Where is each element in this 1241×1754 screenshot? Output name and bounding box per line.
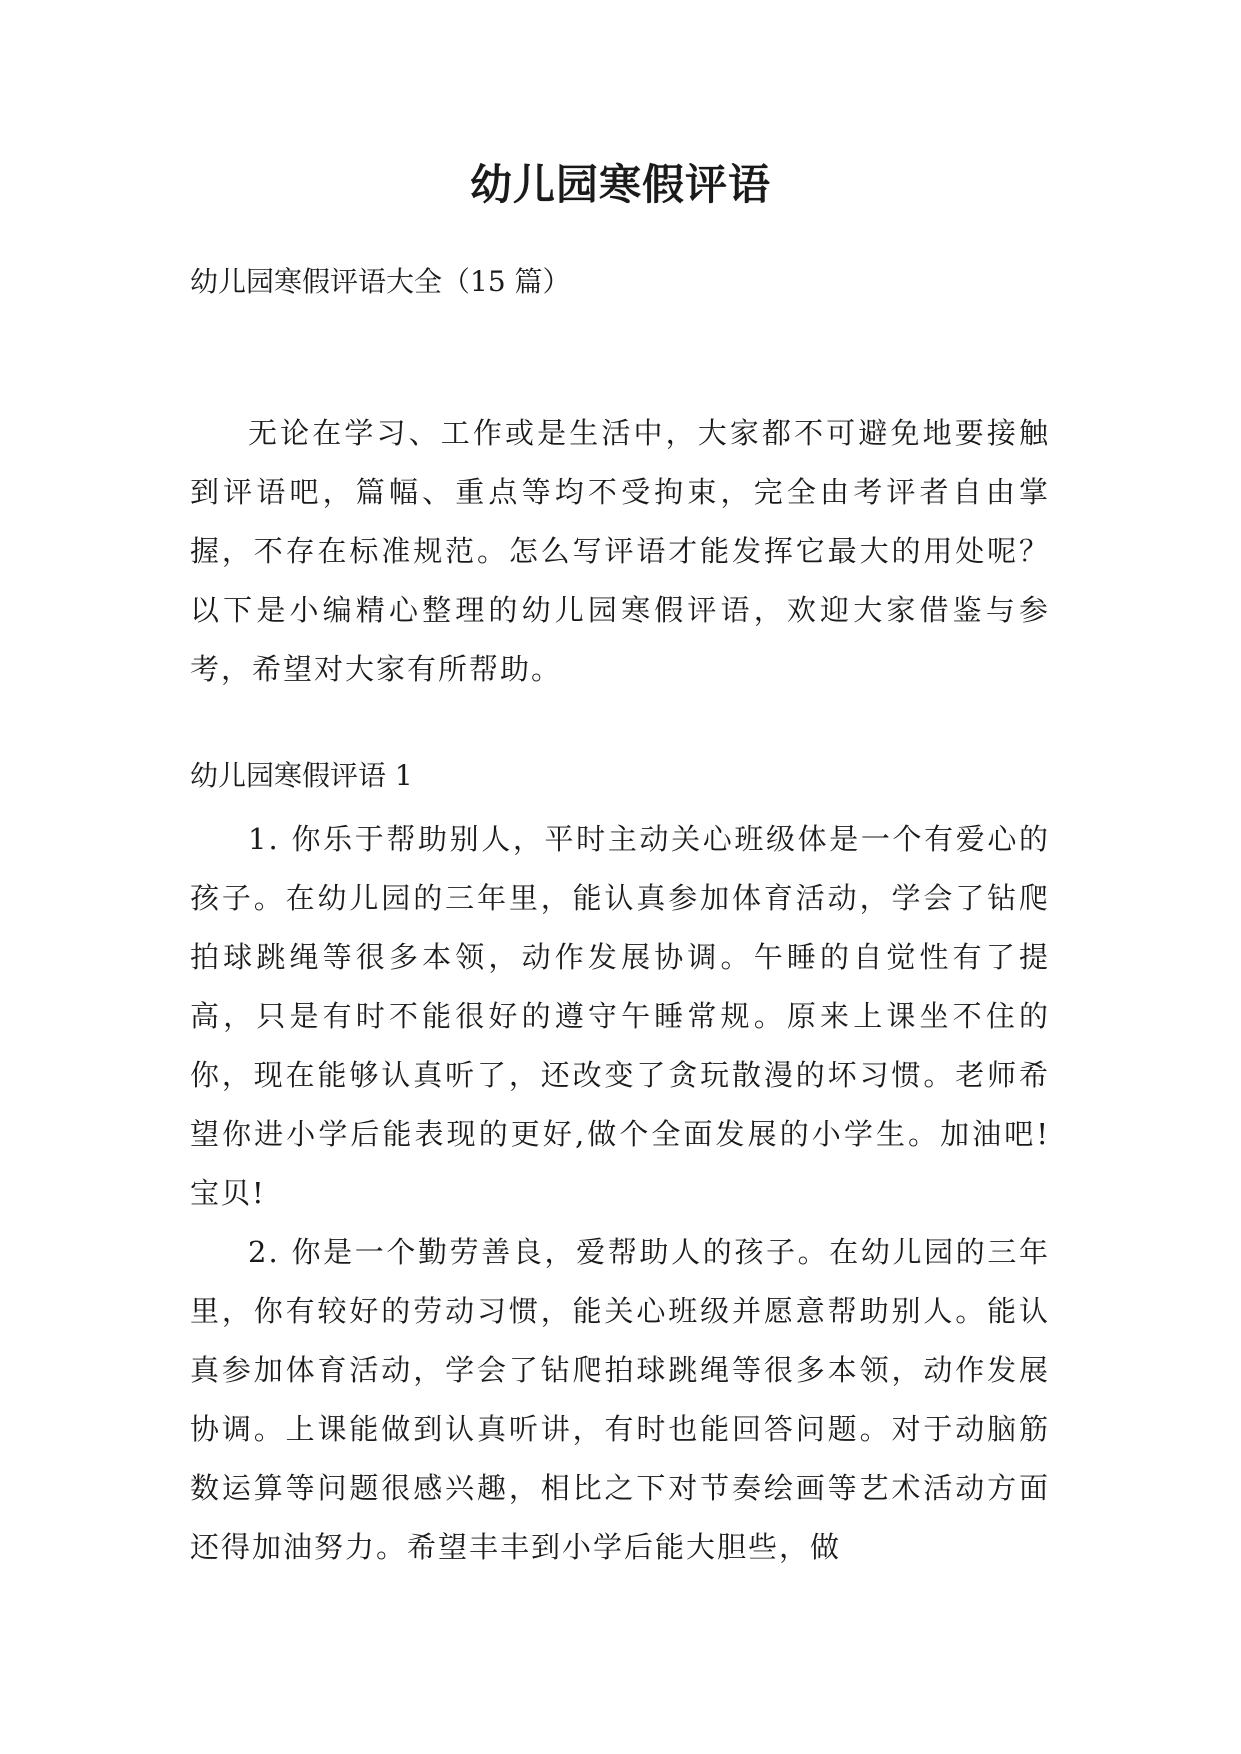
comment-list [190, 810, 1050, 1577]
document-title: 幼儿园寒假评语 [469, 160, 771, 209]
comment-item-2: 2. 你是一个勤劳善良，爱帮助人的孩子。在幼儿园的三年里，你有较好的劳动习惯，能关心班级并愿意帮助别人。能认真参加体育活动，学会了钻爬拍球跳绳等很多本领，动作发展协调。上课能做到认真听讲，有时也能回答问题。对于动脑筋数运算等问题很感兴趣，相比之下对节奏绘画等艺术活动方面还得加油努力。希望丰丰到小学后能大胆些，做 [190, 1235, 1050, 1564]
document-subtitle: 幼儿园寒假评语大全（15 篇） [190, 265, 571, 298]
intro-section [190, 404, 1050, 699]
comment-item-1: 1. 你乐于帮助别人，平时主动关心班级体是一个有爱心的孩子。在幼儿园的三年里，能认真参加体育活动，学会了钻爬拍球跳绳等很多本领，动作发展协调。午睡的自觉性有了提高，只是有时不能很好的遵守午睡常规。原来上课坐不住的你，现在能够认真听了，还改变了贪玩散漫的坏习惯。老师希望你进小学后能表现的更好,做个全面发展的小学生。加油吧!宝贝! [190, 822, 1050, 1210]
section-heading: 幼儿园寒假评语 1 [190, 759, 413, 792]
intro-paragraph: 无论在学习、工作或是生活中，大家都不可避免地要接触到评语吧，篇幅、重点等均不受拘束，完全由考评者自由掌握，不存在标准规范。怎么写评语才能发挥它最大的用处呢？以下是小编精心整理的幼儿园寒假评语，欢迎大家借鉴与参考，希望对大家有所帮助。 [190, 416, 1050, 686]
